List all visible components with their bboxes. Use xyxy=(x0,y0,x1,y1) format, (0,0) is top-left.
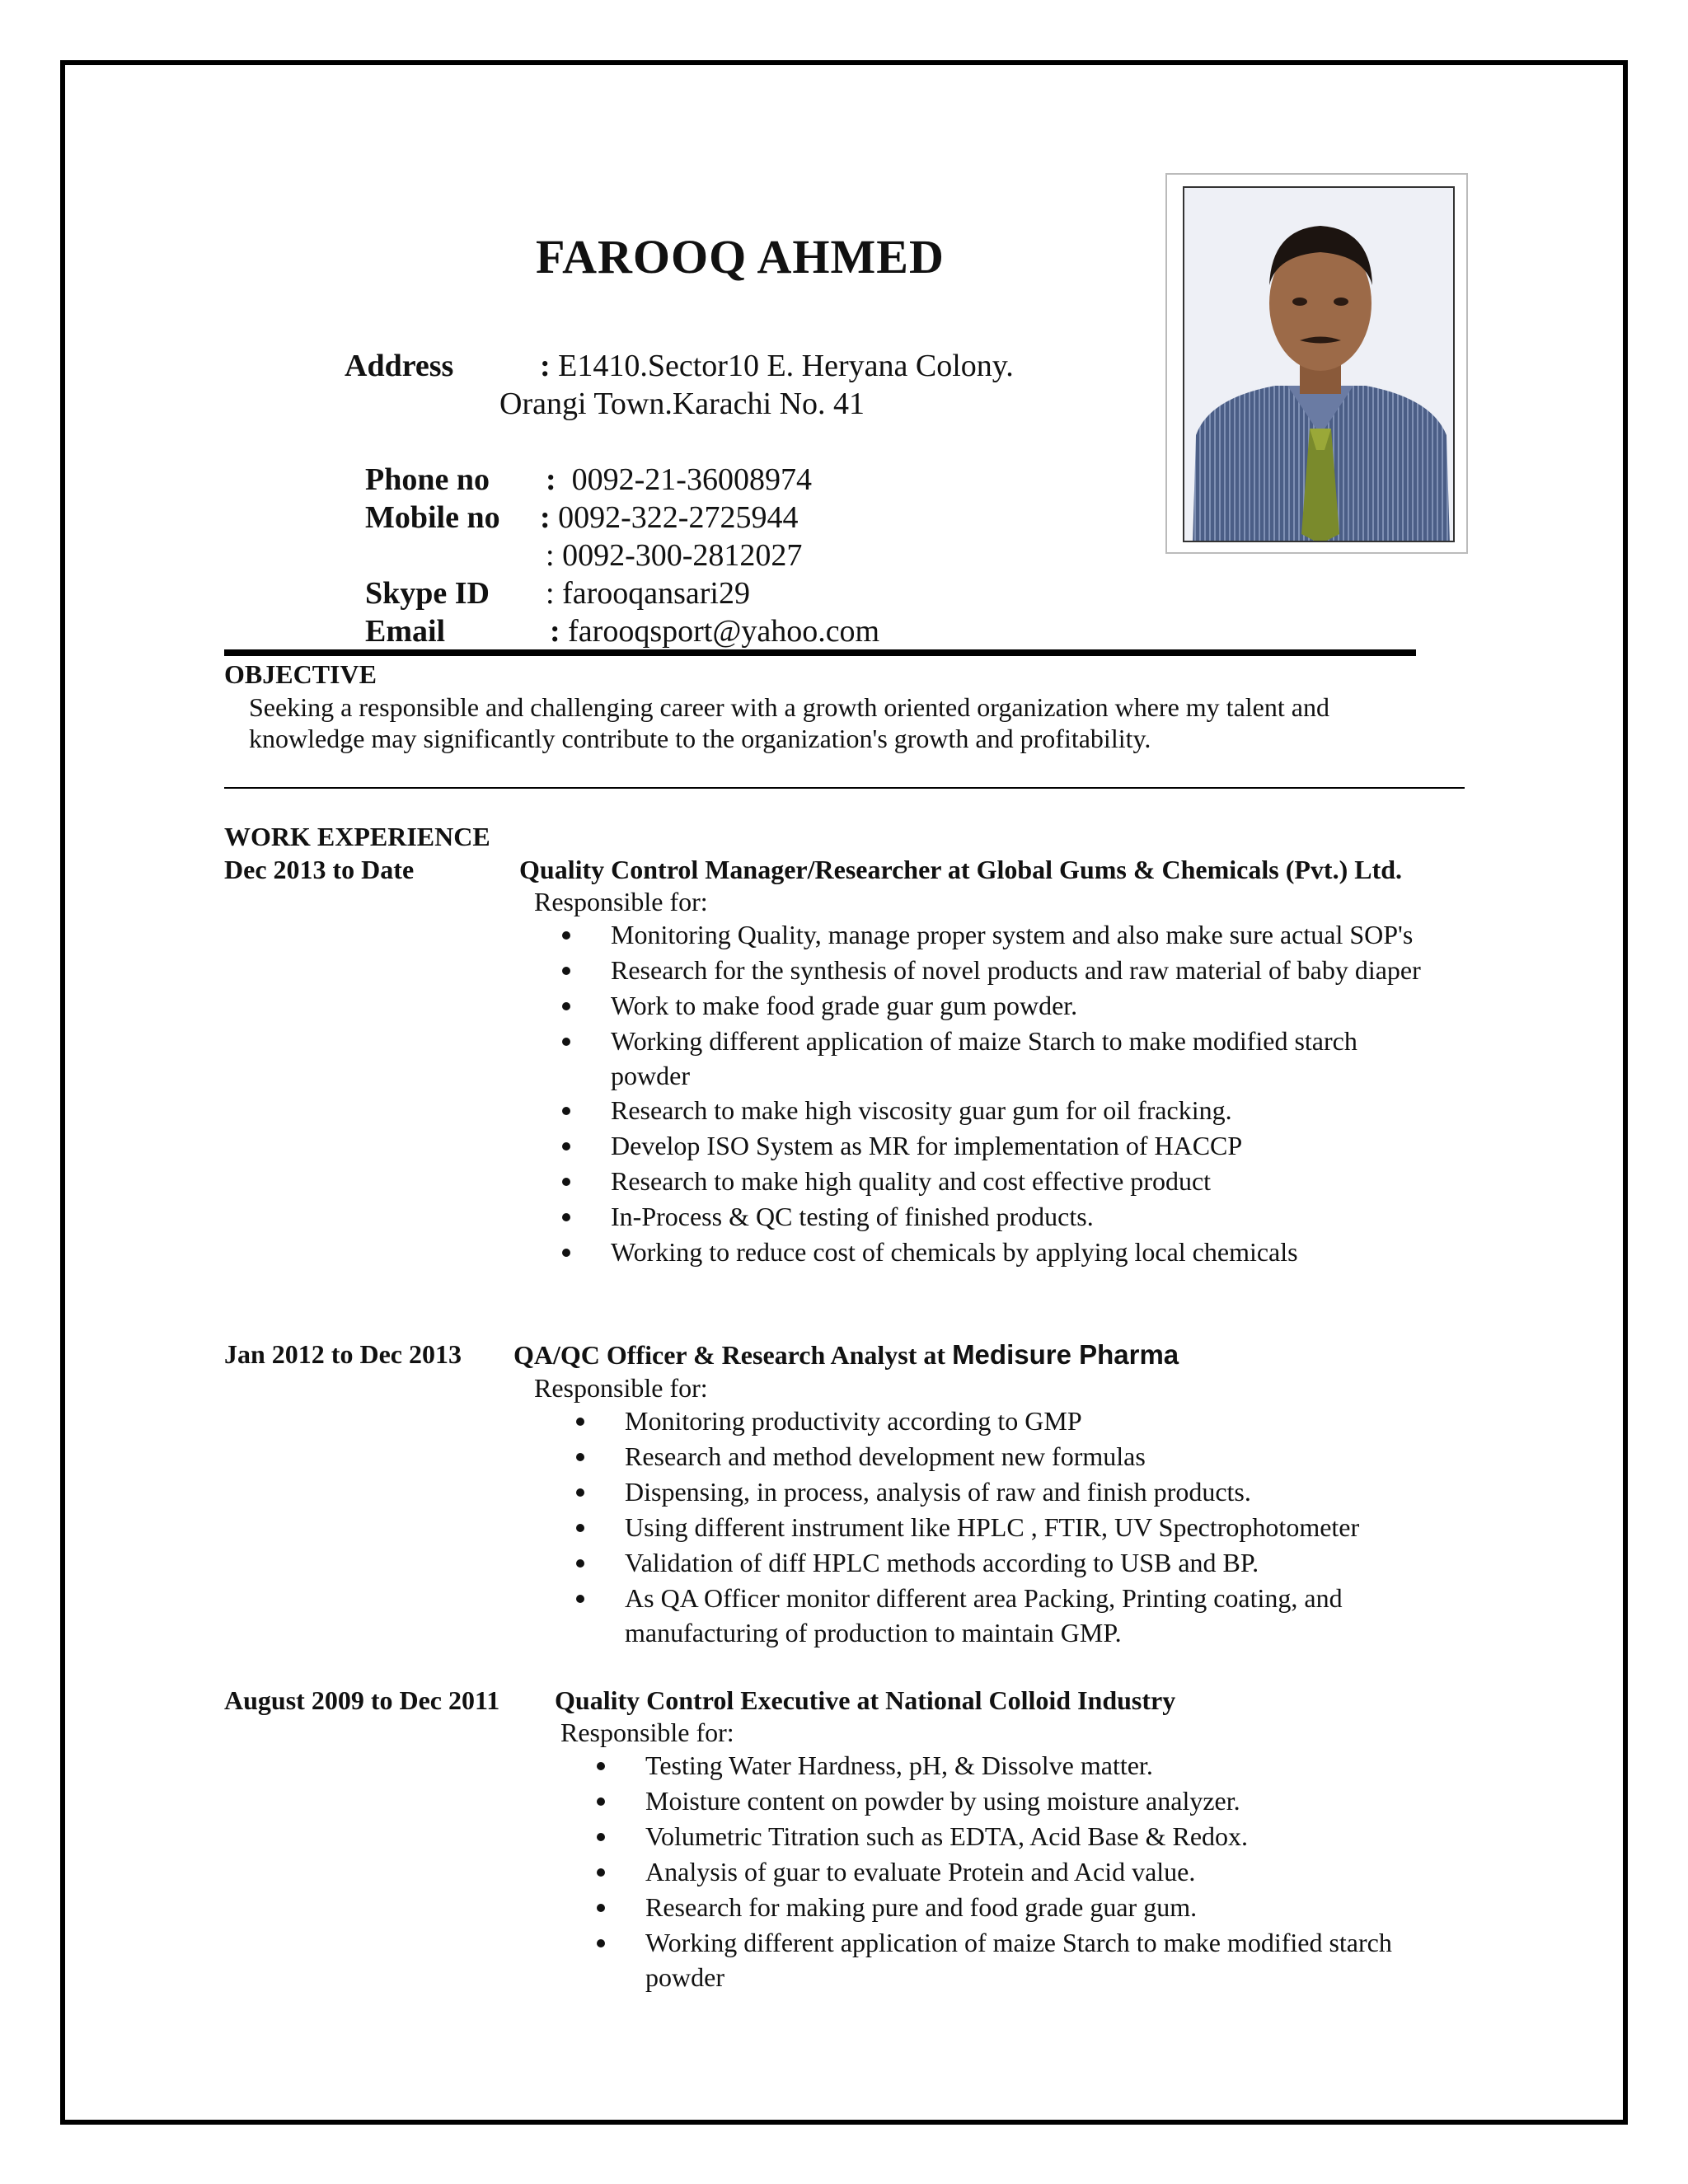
bullet-dot xyxy=(597,1833,605,1841)
objective-heading: OBJECTIVE xyxy=(224,659,377,689)
list-item-continuation: powder xyxy=(645,1962,724,1992)
profile-photo xyxy=(1165,173,1468,554)
job-dates: Jan 2012 to Dec 2013 xyxy=(224,1339,462,1369)
job-dates: August 2009 to Dec 2011 xyxy=(224,1685,500,1715)
colon: : xyxy=(546,462,556,497)
list-item: Dispensing, in process, analysis of raw and finish products. xyxy=(625,1477,1251,1507)
work-experience-heading: WORK EXPERIENCE xyxy=(224,822,490,851)
phone-label: Phone no xyxy=(365,462,490,497)
objective-line-1: Seeking a responsible and challenging career with a growth oriented organization where my talent and xyxy=(249,692,1329,722)
responsible-label: Responsible for: xyxy=(534,1373,708,1403)
bullet-dot xyxy=(576,1488,584,1497)
bullet-dot xyxy=(562,1107,570,1115)
skype-label: Skype ID xyxy=(365,576,490,611)
skype-id: farooqansari29 xyxy=(562,576,750,611)
list-item: Working to reduce cost of chemicals by applying local chemicals xyxy=(611,1237,1298,1267)
list-item: Analysis of guar to evaluate Protein and Acid value. xyxy=(645,1857,1196,1886)
email-label: Email xyxy=(365,614,446,649)
list-item: In-Process & QC testing of finished products. xyxy=(611,1202,1094,1231)
list-item: Work to make food grade guar gum powder. xyxy=(611,991,1078,1020)
list-item: Research to make high viscosity guar gum for oil fracking. xyxy=(611,1095,1232,1125)
job-title: Quality Control Manager/Researcher at Global Gums & Chemicals (Pvt.) Ltd. xyxy=(519,855,1403,884)
bullet-dot xyxy=(597,1797,605,1806)
colon: : xyxy=(540,500,551,535)
company-name: Medisure Pharma xyxy=(952,1339,1179,1370)
list-item: Using different instrument like HPLC , FTIR, UV Spectrophotometer xyxy=(625,1512,1360,1542)
objective-line-2: knowledge may significantly contribute to the organization's growth and profitability. xyxy=(249,724,1151,753)
colon: : xyxy=(546,538,555,573)
email-address: farooqsport@yahoo.com xyxy=(568,614,880,649)
list-item: Working different application of maize Starch to make modified starch xyxy=(611,1026,1357,1056)
bullet-dot xyxy=(562,967,570,975)
list-item: Research to make high quality and cost effective product xyxy=(611,1166,1212,1196)
bullet-dot xyxy=(562,1142,570,1151)
bullet-dot xyxy=(562,1178,570,1186)
phone-number: 0092-21-36008974 xyxy=(571,462,812,497)
list-item: Monitoring productivity according to GMP xyxy=(625,1406,1082,1436)
portrait-illustration xyxy=(1184,188,1455,542)
bullet-dot xyxy=(597,1939,605,1947)
colon: : xyxy=(550,614,560,649)
address-line-1 xyxy=(540,348,1014,384)
address-line-1-text: E1410.Sector10 E. Heryana Colony. xyxy=(558,349,1014,383)
list-item: Research for making pure and food grade guar gum. xyxy=(645,1892,1198,1922)
candidate-name: FAROOQ AHMED xyxy=(536,230,945,284)
colon: : xyxy=(540,349,551,383)
job-title-text: QA/QC Officer & Research Analyst at xyxy=(513,1340,946,1370)
profile-photo-image xyxy=(1183,186,1455,542)
list-item: Monitoring Quality, manage proper system and also make sure actual SOP's xyxy=(611,920,1414,949)
objective-divider xyxy=(224,787,1465,789)
list-item: As QA Officer monitor different area Packing, Printing coating, and xyxy=(625,1583,1343,1613)
bullet-dot xyxy=(576,1559,584,1568)
address-line-2: Orangi Town.Karachi No. 41 xyxy=(499,387,865,421)
job-title: Quality Control Executive at National Colloid Industry xyxy=(555,1685,1176,1715)
list-item: Validation of diff HPLC methods according to USB and BP. xyxy=(625,1548,1259,1577)
list-item: Volumetric Titration such as EDTA, Acid Base & Redox. xyxy=(645,1821,1249,1851)
bullet-dot xyxy=(597,1762,605,1770)
job-title xyxy=(513,1339,1179,1371)
mobile-label: Mobile no xyxy=(365,500,500,535)
list-item: Develop ISO System as MR for implementation of HACCP xyxy=(611,1131,1243,1160)
phone-value xyxy=(546,462,812,498)
list-item: Moisture content on powder by using moisture analyzer. xyxy=(645,1786,1240,1816)
bullet-dot xyxy=(576,1524,584,1532)
bullet-dot xyxy=(576,1453,584,1461)
mobile-value-1 xyxy=(540,499,798,536)
bullet-dot xyxy=(597,1868,605,1877)
list-item-continuation: powder xyxy=(611,1061,690,1090)
mobile-number-1: 0092-322-2725944 xyxy=(558,500,799,535)
list-item: Research for the synthesis of novel products and raw material of baby diaper xyxy=(611,955,1421,985)
address-label: Address xyxy=(345,349,454,383)
job-dates: Dec 2013 to Date xyxy=(224,855,415,884)
bullet-dot xyxy=(597,1904,605,1912)
bullet-dot xyxy=(562,1213,570,1221)
bullet-dot xyxy=(562,1002,570,1010)
email-value xyxy=(550,613,879,649)
list-item: Research and method development new formulas xyxy=(625,1441,1146,1471)
colon: : xyxy=(546,576,555,611)
bullet-dot xyxy=(562,1249,570,1257)
list-item: Testing Water Hardness, pH, & Dissolve matter. xyxy=(645,1750,1153,1780)
mobile-value-2 xyxy=(546,537,802,574)
bullet-dot xyxy=(576,1418,584,1426)
list-item-continuation: manufacturing of production to maintain GMP. xyxy=(625,1618,1122,1647)
bullet-dot xyxy=(562,1038,570,1046)
mobile-number-2: 0092-300-2812027 xyxy=(562,538,803,573)
header-divider xyxy=(224,649,1416,656)
bullet-dot xyxy=(576,1595,584,1603)
list-item: Working different application of maize Starch to make modified starch xyxy=(645,1928,1392,1957)
responsible-label: Responsible for: xyxy=(534,887,708,916)
skype-value xyxy=(546,575,750,612)
bullet-dot xyxy=(562,931,570,940)
responsible-label: Responsible for: xyxy=(560,1718,734,1747)
